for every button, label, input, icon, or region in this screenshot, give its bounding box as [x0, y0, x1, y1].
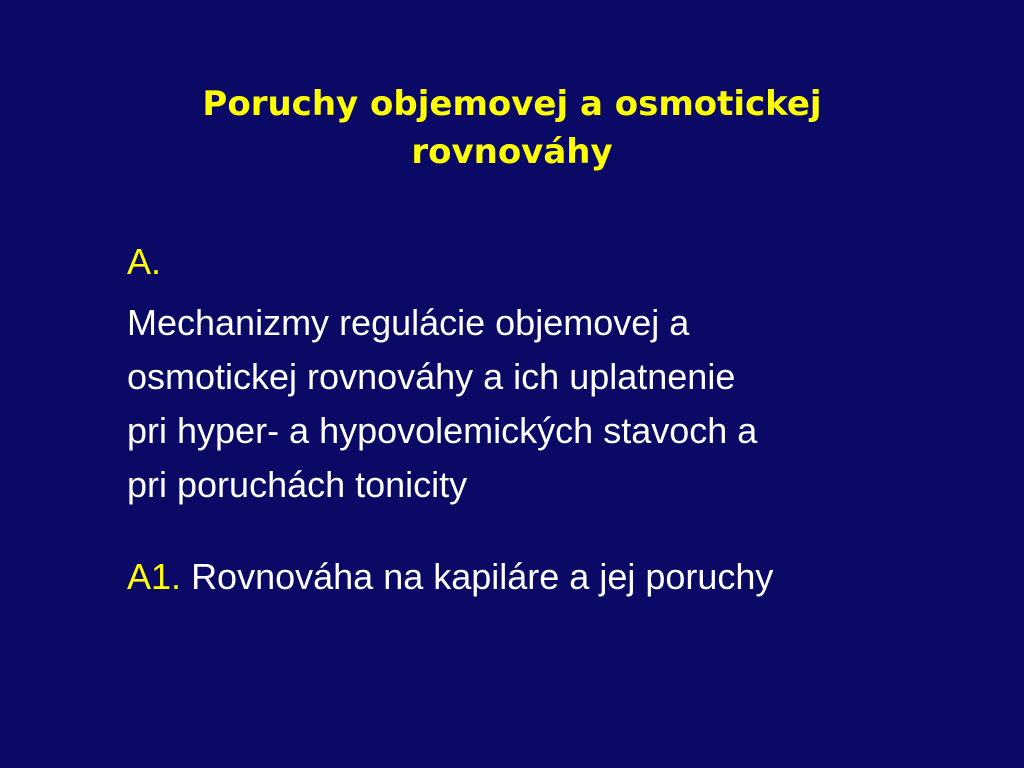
section-description: [127, 296, 987, 512]
section-label: A.: [127, 241, 162, 282]
slide-content: [127, 240, 987, 604]
slide-title: [0, 80, 1024, 176]
subsection-number: A1.: [127, 556, 182, 597]
subsection-text: Rovnováha na kapiláre a jej poruchy: [191, 556, 774, 597]
description-line-3: pri hyper- a hypovolemických stavoch a: [127, 410, 758, 451]
title-line-1: Poruchy objemovej a osmotickej: [202, 84, 822, 124]
title-line-2: rovnováhy: [411, 132, 613, 172]
subsection-item: [127, 550, 987, 604]
description-line-2: osmotickej rovnováhy a ich uplatnenie: [127, 356, 736, 397]
description-line-4: pri poruchách tonicity: [127, 464, 468, 505]
description-line-1: Mechanizmy regulácie objemovej a: [127, 302, 690, 343]
